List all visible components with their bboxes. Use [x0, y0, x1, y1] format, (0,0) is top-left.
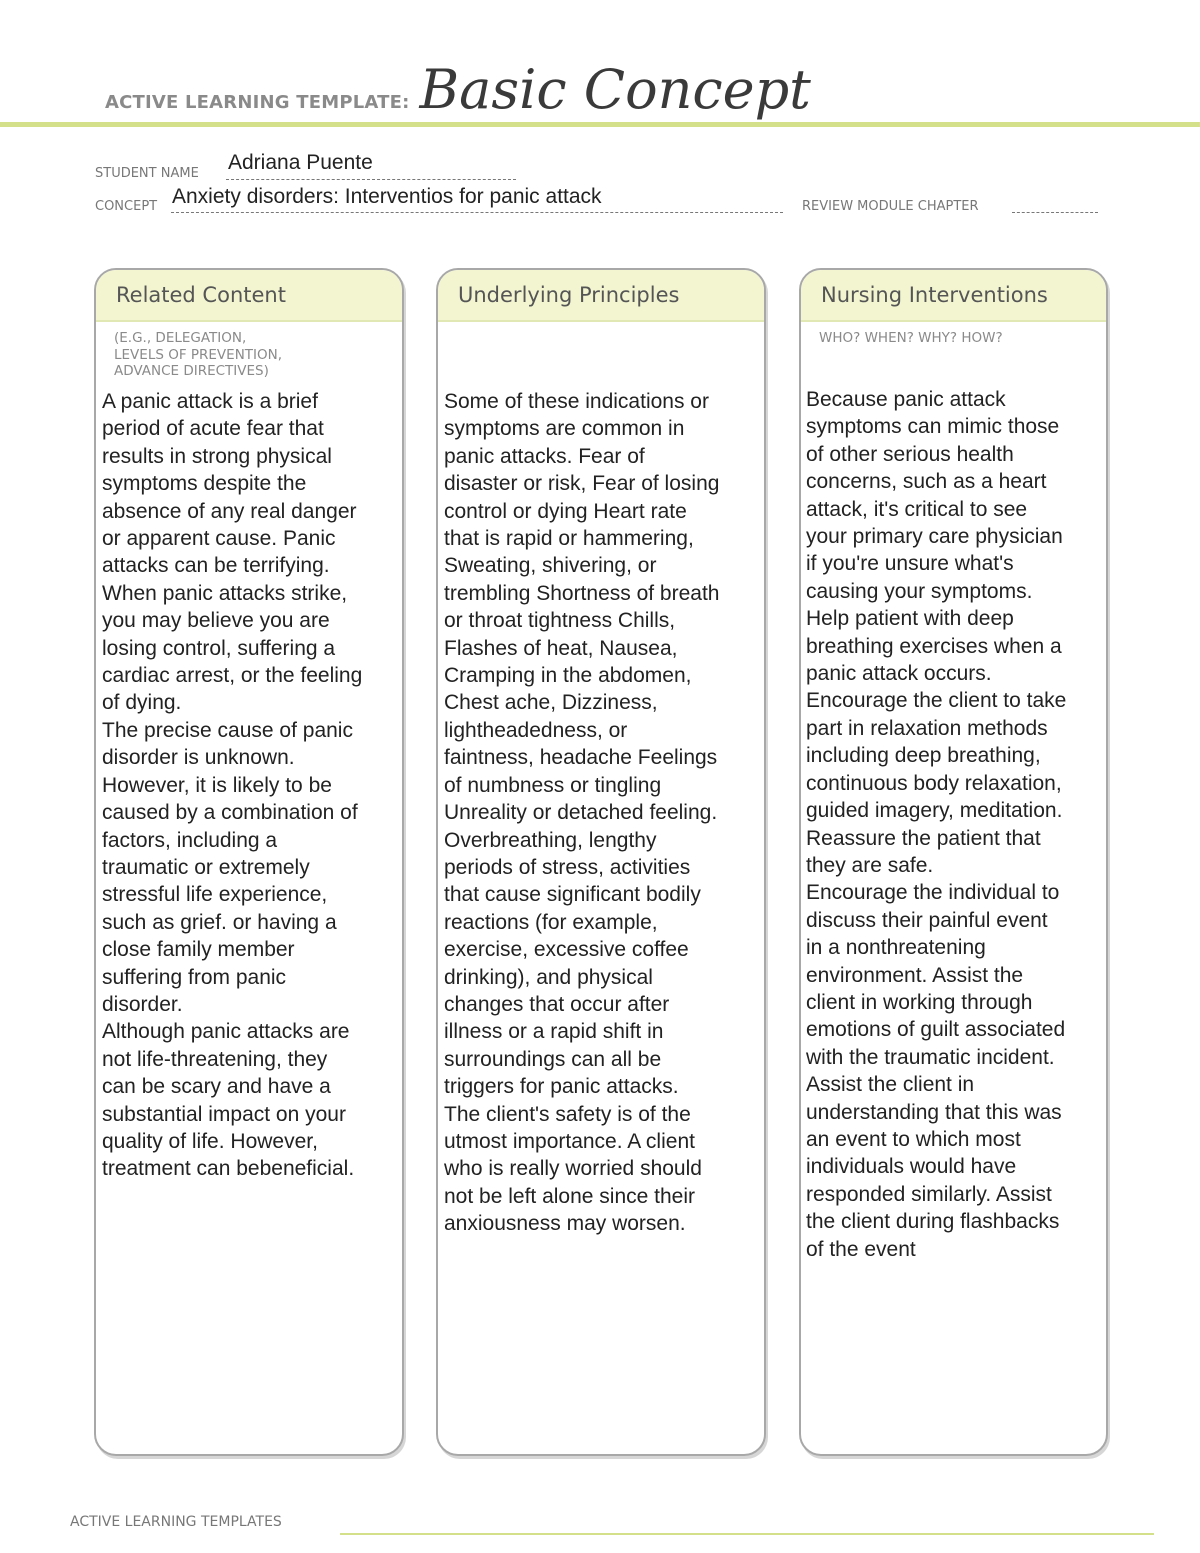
- nursing-interventions-subtitle: WHO? WHEN? WHY? HOW?: [819, 330, 1003, 346]
- review-module-line[interactable]: [1012, 212, 1098, 213]
- footer-label: ACTIVE LEARNING TEMPLATES: [70, 1514, 282, 1530]
- template-header: [105, 58, 811, 128]
- student-name-line: [226, 179, 516, 180]
- template-name: Basic Concept: [419, 58, 811, 121]
- header-divider: [0, 122, 1200, 127]
- nursing-interventions-panel: [799, 268, 1108, 1456]
- student-name-label: STUDENT NAME: [95, 166, 199, 181]
- related-content-subtitle: (E.G., DELEGATION, LEVELS OF PREVENTION, ADVANCE DIRECTIVES): [114, 330, 283, 379]
- underlying-principles-title: Underlying Principles: [438, 270, 764, 322]
- concept-line: [171, 212, 783, 213]
- concept-value[interactable]: Anxiety disorders: Interventios for panic attack: [172, 185, 602, 208]
- related-content-text[interactable]: A panic attack is a brief period of acute fear that results in strong physical symptoms despite the absence of any real danger or apparent cause. Panic attacks can be terrifying. When panic attacks strike, you may believe you are losing control, suffering a cardiac arrest, or the feeling of dying. The precise cause of panic disorder is unknown. However, it is likely to be caused by a combination of factors, including a traumatic or extremely stressful life experience, such as grief. or having a close family member suffering from panic disorder. Although panic attacks are not life-threatening, they can be scary and have a substantial impact on your quality of life. However, treatment can bebeneficial.: [102, 390, 363, 1181]
- related-content-panel: [94, 268, 404, 1456]
- nursing-interventions-text[interactable]: Because panic attack symptoms can mimic those of other serious health concerns, such as a heart attack, it's critical to see your primary care physician if you're unsure what's causing your symptoms. Help patient with deep breathing exercises when a panic attack occurs. Encourage the client to take part in relaxation methods including deep breathing, continuous body relaxation, guided imagery, meditation. Reassure the patient that they are safe. Encourage the individual to discuss their painful event in a nonthreatening environment. Assist the client in working through emotions of guilt associated with the traumatic incident. Assist the client in understanding that this was an event to which most individuals would have responded similarly. Assist the client during flashbacks of the event: [806, 388, 1067, 1261]
- footer-divider: [340, 1533, 1154, 1535]
- review-module-label: REVIEW MODULE CHAPTER: [802, 199, 979, 214]
- underlying-principles-text[interactable]: Some of these indications or symptoms are common in panic attacks. Fear of disaster or risk, Fear of losing control or dying Heart rate that is rapid or hammering, Sweating, shivering, or trembling Shortness of breath or throat tightness Chills, Flashes of heat, Nausea, Cramping in the abdomen, Chest ache, Dizziness, lightheadedness, or faintness, headache Feelings of numbness or tingling Unreality or detached feeling. Overbreathing, lengthy periods of stress, activities that cause significant bodily reactions (for example, exercise, excessive coffee drinking), and physical changes that occur after illness or a rapid shift in surroundings can all be triggers for panic attacks. The client's safety is of the utmost importance. A client who is really worried should not be left alone since their anxiousness may worsen.: [444, 390, 720, 1236]
- template-label: ACTIVE LEARNING TEMPLATE:: [105, 92, 410, 113]
- student-name-value[interactable]: Adriana Puente: [228, 151, 373, 174]
- related-content-title: Related Content: [96, 270, 402, 322]
- underlying-principles-panel: [436, 268, 766, 1456]
- nursing-interventions-title: Nursing Interventions: [801, 270, 1106, 322]
- concept-label: CONCEPT: [95, 199, 158, 214]
